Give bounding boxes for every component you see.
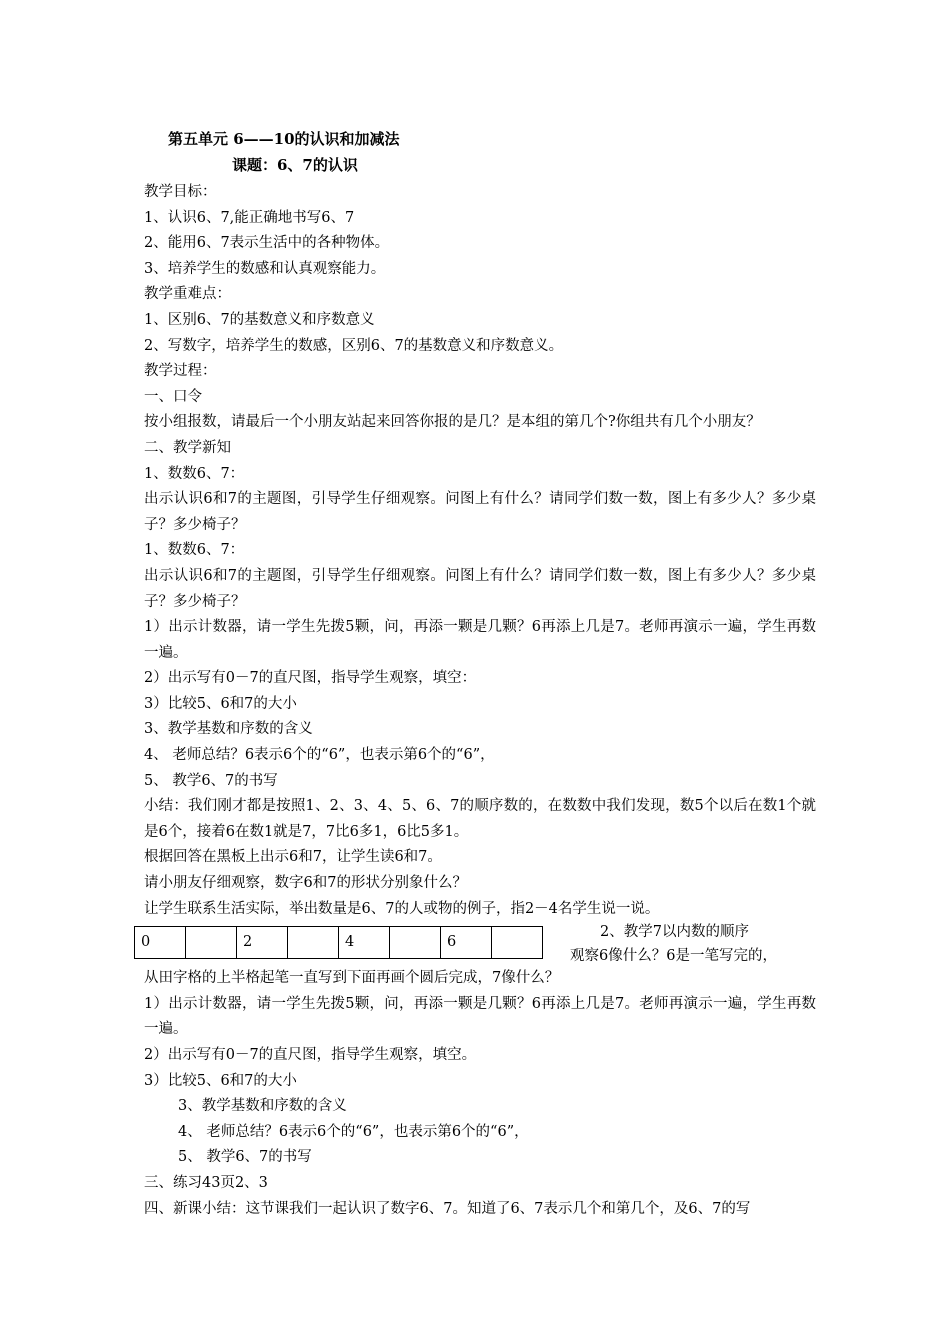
text-line: 3、培养学生的数感和认真观察能力。 <box>144 260 386 277</box>
paragraph: 出示认识6和7的主题图，引导学生仔细观察。问图上有什么？请同学们数一数，图上有多少人？多少桌子？多少椅子？ <box>144 491 816 533</box>
ruler-cell <box>288 927 339 959</box>
heading-process: 教学过程： <box>144 363 217 380</box>
lesson-title: 课题：6、7的认识 <box>232 156 358 174</box>
text-line: 1、数数6、7： <box>144 465 245 482</box>
paragraph: 1）出示计数器，请一学生先拨5颗，问，再添一颗是几颗？6再添上几是7。老师再演示一遍，学生再数一遍。 <box>144 995 816 1038</box>
text-line: 3）比较5、6和7的大小 <box>144 695 297 712</box>
text-line: 3、教学基数和序数的含义 <box>144 721 313 738</box>
section-heading: 二、教学新知 <box>144 439 231 456</box>
text-line: 4、 老师总结？6表示6个的“6”，也表示第6个的“6”， <box>144 747 495 764</box>
side-text-line: 2、教学7以内数的顺序 <box>600 924 749 941</box>
text-line: 1、数数6、7： <box>144 542 245 559</box>
heading-goals: 教学目标： <box>144 184 217 200</box>
text-line: 1、认识6、7,能正确地书写6、7 <box>144 209 355 226</box>
ruler-cell: 2 <box>237 927 288 959</box>
section-heading: 三、练习43页2、3 <box>144 1174 268 1191</box>
text-line: 根据回答在黑板上出示6和7，让学生读6和7。 <box>144 849 442 866</box>
text-line: 请小朋友仔细观察，数字6和7的形状分别象什么？ <box>144 875 467 892</box>
ruler-table <box>134 926 543 959</box>
paragraph: 按小组报数，请最后一个小朋友站起来回答你报的是几？是本组的第几个?你组共有几个小朋友？ <box>144 414 761 431</box>
ruler-row <box>141 922 816 966</box>
paragraph: 出示认识6和7的主题图，引导学生仔细观察。问图上有什么？请同学们数一数，图上有多少人？多少桌子？多少椅子？ <box>144 567 816 610</box>
text-line: 从田字格的上半格起笔一直写到下面再画个圆后完成，7像什么？ <box>144 970 560 987</box>
document-body <box>141 180 816 1222</box>
section-heading: 一、口令 <box>144 388 202 405</box>
text-line: 让学生联系生活实际，举出数量是6、7的人或物的例子，指2－4名学生说一说。 <box>144 900 660 917</box>
paragraph: 小结：我们刚才都是按照1、2、3、4、5、6、7的顺序数的，在数数中我们发现，数5个以后在数1个就是6个，接着6在数1就是7，7比6多1，6比5多1。 <box>144 798 816 840</box>
ruler-cell: 0 <box>135 927 186 959</box>
ruler-cell: 6 <box>441 927 492 959</box>
text-line: 2、能用6、7表示生活中的各种物体。 <box>144 235 390 252</box>
ruler-cell <box>390 927 441 959</box>
text-line: 1、区别6、7的基数意义和序数意义 <box>144 311 375 328</box>
paragraph: 1）出示计数器，请一学生先拨5颗，问，再添一颗是几颗？6再添上几是7。老师再演示一遍，学生再数一遍。 <box>144 619 816 661</box>
text-line: 2、写数字，培养学生的数感，区别6、7的基数意义和序数意义。 <box>144 337 564 354</box>
ruler-cell <box>492 927 543 959</box>
text-line: 2）出示写有0－7的直尺图，指导学生观察，填空。 <box>144 1047 477 1063</box>
indented-line: 3、教学基数和序数的含义 <box>178 1098 347 1115</box>
ruler-cell: 4 <box>339 927 390 959</box>
text-line: 3）比较5、6和7的大小 <box>144 1072 297 1089</box>
text-line: 5、 教学6、7的书写 <box>144 772 278 789</box>
indented-line: 4、 老师总结？6表示6个的“6”，也表示第6个的“6”， <box>178 1123 529 1140</box>
ruler-cell <box>186 927 237 959</box>
side-text-line: 观察6像什么？6是一笔写完的， <box>570 948 777 965</box>
indented-line: 5、 教学6、7的书写 <box>178 1149 312 1166</box>
text-line: 2）出示写有0－7的直尺图，指导学生观察，填空： <box>144 670 477 687</box>
section-heading: 四、新课小结：这节课我们一起认识了数字6、7。知道了6、7表示几个和第几个，及6、7的写 <box>144 1200 751 1217</box>
unit-title: 第五单元 6——10的认识和加减法 <box>168 130 400 148</box>
heading-key-points: 教学重难点： <box>144 286 231 303</box>
